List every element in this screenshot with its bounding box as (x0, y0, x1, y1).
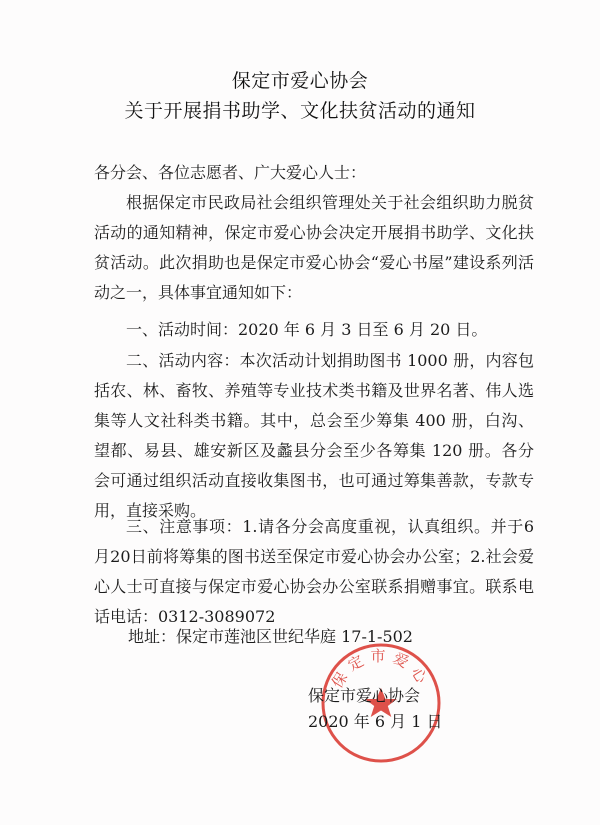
item-notes: 三、注意事项：1.请各分会高度重视，认真组织。并于6月20日前将筹集的图书送至保定市爱心协会办公室；2.社会爱心人士可直接与保定市爱心协会办公室联系捐赠事宜。联系电话电话：0312-3089072 (94, 517, 534, 626)
item-activity-time: 一、活动时间：2020 年 6 月 3 日至 6 月 20 日。 (126, 320, 488, 339)
address-line: 地址：保定市莲池区世纪华庭 17-1-502 (128, 627, 413, 646)
title-org: 保定市爱心协会 (231, 70, 369, 92)
signature-organization: 保定市爱心协会 (308, 686, 421, 705)
seal-text: 保定市爱心 (328, 646, 434, 692)
document-title (0, 66, 600, 126)
salutation: 各分会、各位志愿者、广大爱心人士： (94, 163, 367, 182)
signature-date: 2020 年 6 月 1 日 (308, 712, 443, 731)
item-activity-content: 二、活动内容：本次活动计划捐助图书 1000 册，内容包括农、林、畜牧、养殖等专业技术类书籍及世界名著、伟人选集等人文社科类书籍。其中，总会至少筹集 400 册，白沟、望都、易县、雄安新区及蠡县分会至少各筹集 120 册。各分会可通过组织活动直接收集图书，也可通过筹集善款，专款专用，直接采购。 (94, 351, 534, 520)
intro-paragraph: 根据保定市民政局社会组织管理处关于社会组织助力脱贫活动的通知精神，保定市爱心协会决定开展捐书助学、文化扶贫活动。此次捐助也是保定市爱心协会“爱心书屋”建设系列活动之一，具体事宜通知如下： (94, 193, 534, 302)
title-subject: 关于开展捐书助学、文化扶贫活动的通知 (124, 100, 476, 122)
